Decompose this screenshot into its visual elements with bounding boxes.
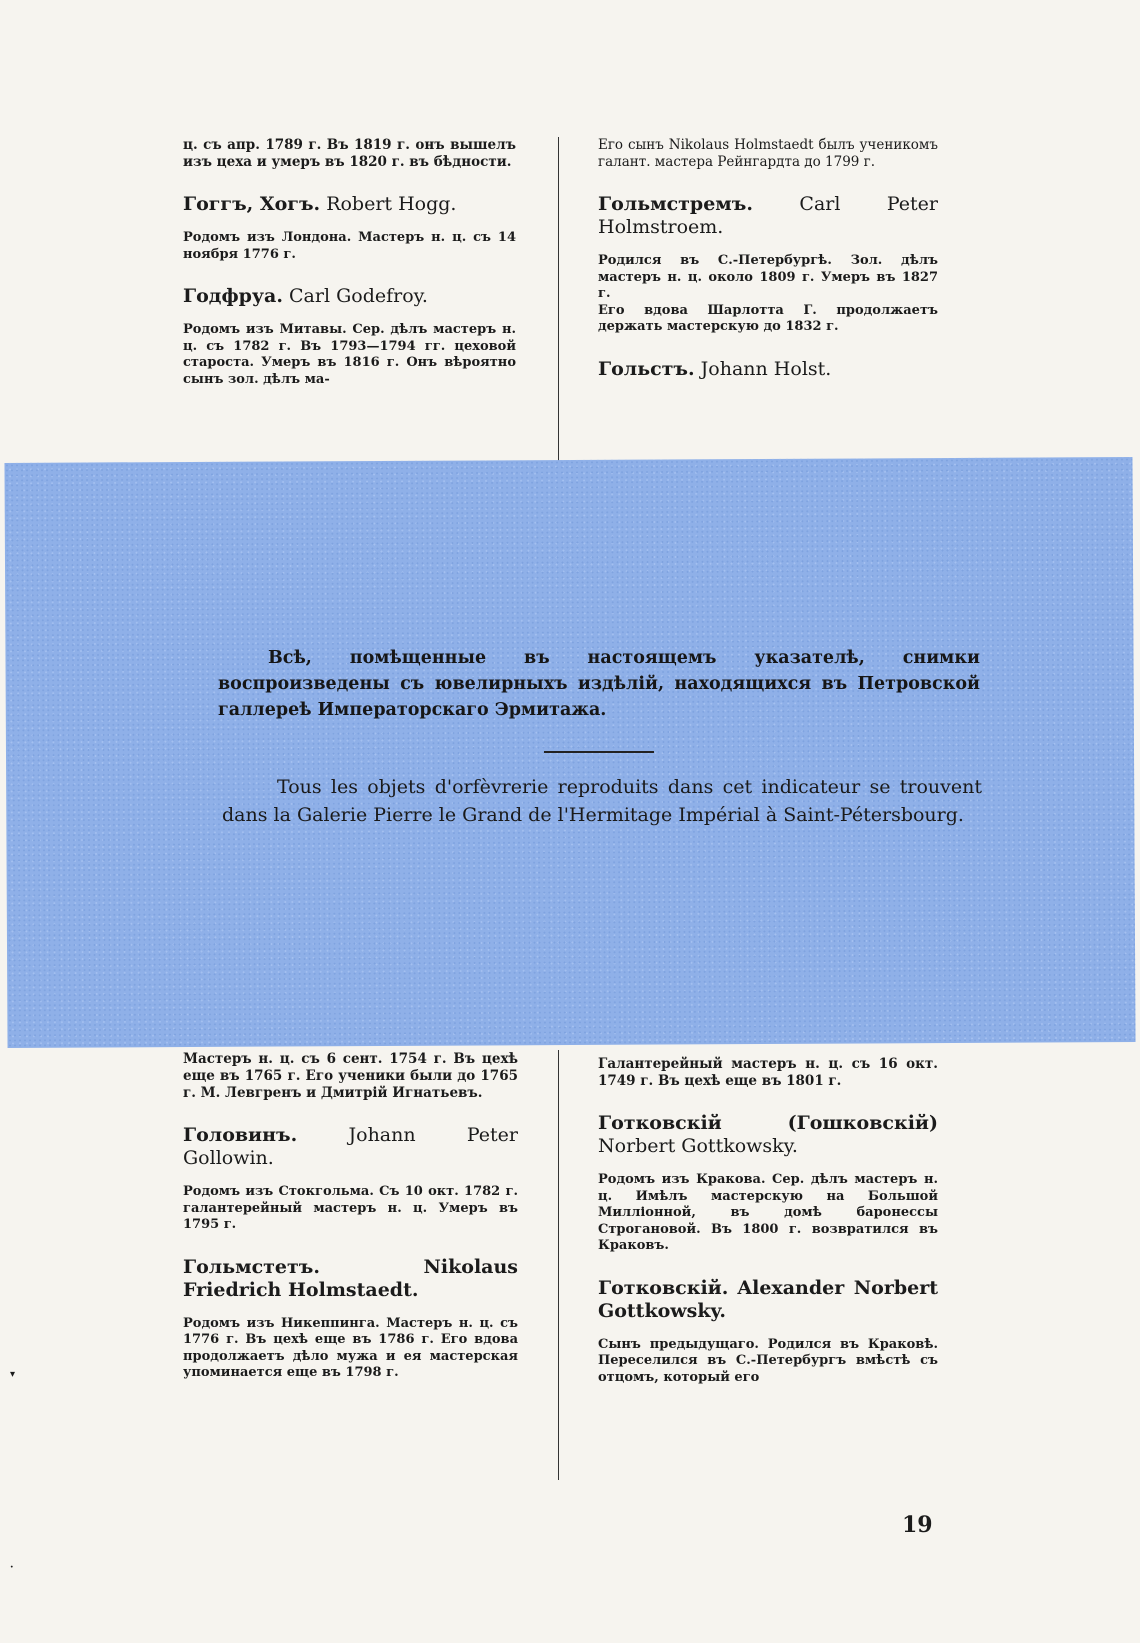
entry-heading-latin: Johann Peter Gollowin. (183, 1124, 518, 1169)
entry-heading (598, 1112, 938, 1158)
entry-heading-latin: Norbert Gottkowsky. (598, 1135, 798, 1157)
entry-continuation: Его сынъ Nikolaus Holmstaedt былъ ученикомъ галант. мастера Рейнгардта до 1799 г. (598, 137, 938, 170)
entry-continuation: Мастеръ н. ц. съ 6 сент. 1754 г. Въ цехѣ еще въ 1765 г. Его ученики были до 1765 г. М. Левгренъ и Дмитрій Игнатьевъ. (183, 1051, 518, 1101)
entry-continuation: ц. съ апр. 1789 г. Въ 1819 г. онъ вышелъ изъ цеха и умеръ въ 1820 г. въ бѣдности. (183, 137, 516, 170)
entry-heading (598, 193, 938, 239)
entry-body: Родомъ изъ Лондона. Мастеръ н. ц. съ 14 ноября 1776 г. (183, 230, 516, 262)
entry-heading-russian: Гольмстремъ. (598, 193, 753, 215)
entry-body: Родился въ С.-Петербургѣ. Зол. дѣлъ мастеръ н. ц. около 1809 г. Умеръ въ 1827 г. (598, 253, 938, 301)
column-divider-bottom (558, 1050, 559, 1480)
right-column-top (598, 137, 938, 381)
entry-heading-russian: Гоггъ, Хогъ. (183, 193, 321, 215)
entry-body: Родомъ изъ Кракова. Сер. дѣлъ мастеръ н. ц. Имѣлъ мастерскую на Большой Милліонной, въ домѣ баронессы Строгановой. Въ 1800 г. возвратился въ Краковъ. (598, 1172, 938, 1253)
entry-heading (598, 358, 938, 381)
insert-french-note: Tous les objets d'orfèvrerie reproduits dans cet indicateur se trouvent dans la Galerie Pierre le Grand de l'Hermitage Impérial à Saint-Pétersbourg. (222, 776, 982, 826)
entry-body: Его вдова Шарлотта Г. продолжаетъ держать мастерскую до 1832 г. (598, 302, 938, 334)
insert-russian-note: Всѣ, помѣщенные въ настоящемъ указателѣ, снимки воспроизведены съ ювелирныхъ издѣлій, находящихся въ Петровской галлереѣ Императорскаго Эрмитажа. (218, 648, 980, 720)
entry-heading-latin: Robert Hogg. (326, 193, 457, 215)
entry-heading-russian: Головинъ. (183, 1124, 298, 1146)
margin-mark: · (10, 1562, 14, 1573)
column-divider-top (558, 137, 559, 467)
page-number: 19 (902, 1512, 933, 1538)
right-column-bottom (598, 1056, 938, 1386)
entry-heading-russian: Готковскій. (598, 1276, 729, 1299)
entry-heading-russian: Гольстъ. (598, 357, 695, 380)
insert-separator-rule (544, 751, 654, 753)
left-column-top (183, 137, 516, 388)
entry-body: Родомъ изъ Стокгольма. Съ 10 окт. 1782 г. галантерейный мастеръ н. ц. Умеръ въ 1795 г. (183, 1184, 518, 1232)
entry-heading-russian: Годфруа. (183, 285, 283, 307)
entry-heading (183, 1124, 518, 1170)
entry-heading-latin: Alexander Norbert Gottkowsky. (598, 1276, 938, 1322)
entry-heading-latin: Carl Peter Holmstroem. (598, 193, 938, 238)
entry-heading-russian: Готковскій (Гошковскій) (598, 1112, 938, 1134)
entry-heading-russian: Гольмстетъ. (183, 1255, 320, 1278)
entry-body: Родомъ изъ Никеппинга. Мастеръ н. ц. съ 1776 г. Въ цехѣ еще въ 1786 г. Его вдова продолжаетъ дѣло мужа и ея мастерская упоминается еще въ 1798 г. (183, 1315, 518, 1380)
left-column-bottom (183, 1051, 518, 1382)
entry-heading (183, 193, 516, 216)
entry-heading-latin: Carl Godefroy. (289, 285, 428, 307)
entry-heading-latin: Johann Holst. (700, 357, 832, 380)
entry-heading-latin: Nikolaus Friedrich Holmstaedt. (183, 1255, 518, 1301)
entry-body: Сынъ предыдущаго. Родился въ Краковѣ. Переселился въ С.-Петербургъ вмѣстѣ съ отцомъ, который его (598, 1336, 938, 1385)
margin-mark: ▾ (10, 1369, 16, 1380)
entry-heading (183, 1256, 518, 1302)
entry-heading (598, 1277, 938, 1323)
entry-body: Родомъ изъ Митавы. Сер. дѣлъ мастеръ н. ц. съ 1782 г. Въ 1793—1794 гг. цеховой староста. Умеръ въ 1816 г. Онъ вѣроятно сынъ зол. дѣлъ ма- (183, 322, 516, 387)
entry-heading (183, 285, 516, 308)
entry-continuation: Галантерейный мастеръ н. ц. съ 16 окт. 1749 г. Въ цехѣ еще въ 1801 г. (598, 1056, 938, 1089)
